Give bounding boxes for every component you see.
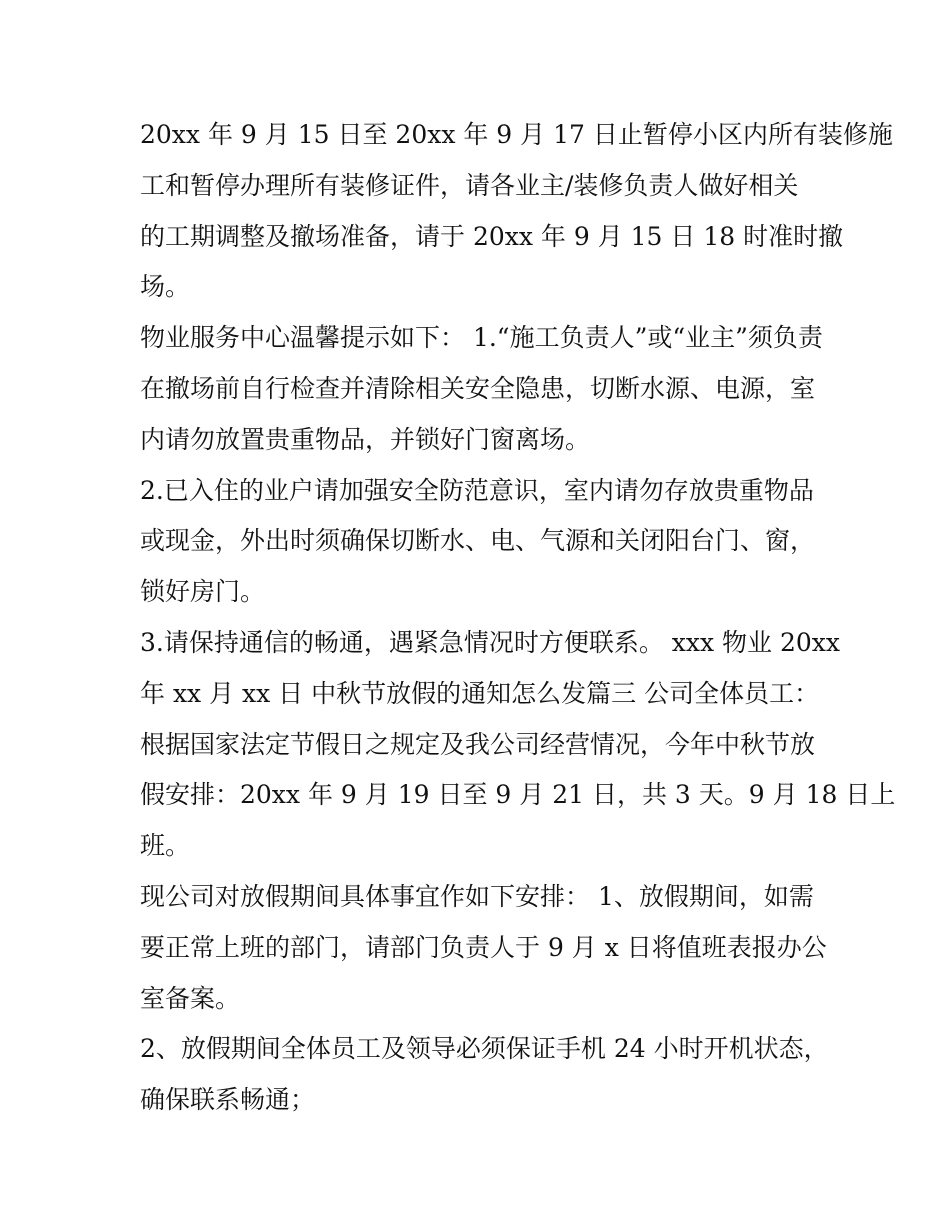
paragraph-item-3 (140, 618, 896, 872)
text-line: 的工期调整及撤场准备，请于 20xx 年 9 月 15 日 18 时准时撤 (140, 221, 844, 251)
text-line: 内请勿放置贵重物品，并锁好门窗离场。 (140, 424, 591, 454)
text-line: 工和暂停办理所有装修证件，请各业主/装修负责人做好相关 (140, 170, 799, 200)
text-line: 年 xx 月 xx 日 中秋节放假的通知怎么发篇三 公司全体员工： (140, 678, 820, 708)
text-line: 要正常上班的部门，请部门负责人于 9 月 x 日将值班表报办公 (140, 932, 827, 962)
text-line: 假安排：20xx 年 9 月 19 日至 9 月 21 日，共 3 天。9 月 18 日上 (140, 780, 896, 810)
text-line: 2、放假期间全体员工及领导必须保证手机 24 小时开机状态， (140, 1034, 829, 1064)
paragraph-property-reminder (140, 313, 823, 465)
paragraph-arrangement-2 (140, 1024, 829, 1126)
text-line: 或现金，外出时须确保切断水、电、气源和关闭阳台门、窗， (140, 526, 816, 556)
text-line: 锁好房门。 (140, 577, 266, 607)
text-line: 在撤场前自行检查并清除相关安全隐患，切断水源、电源，室 (140, 373, 816, 403)
text-line: 确保联系畅通； (140, 1085, 316, 1115)
paragraph-holiday-arrangements (140, 872, 827, 1024)
document-body (140, 110, 896, 1126)
text-line: 室备案。 (140, 983, 241, 1013)
paragraph-item-2 (140, 466, 820, 618)
paragraph-suspension-notice (140, 110, 893, 313)
text-line: 物业服务中心温馨提示如下： 1.“施工负责人”或“业主”须负责 (140, 323, 823, 353)
text-line: 20xx 年 9 月 15 日至 20xx 年 9 月 17 日止暂停小区内所有装修施 (140, 120, 893, 149)
text-line: 场。 (140, 272, 191, 302)
text-line: 2.已入住的业户请加强安全防范意识，室内请勿存放贵重物品 (140, 475, 814, 505)
text-line: 现公司对放假期间具体事宜作如下安排： 1、放假期间，如需 (140, 881, 814, 911)
text-line: 3.请保持通信的畅通，遇紧急情况时方便联系。 xxx 物业 20xx (140, 627, 841, 657)
text-line: 根据国家法定节假日之规定及我公司经营情况，今年中秋节放 (140, 729, 816, 759)
text-line: 班。 (140, 831, 191, 861)
